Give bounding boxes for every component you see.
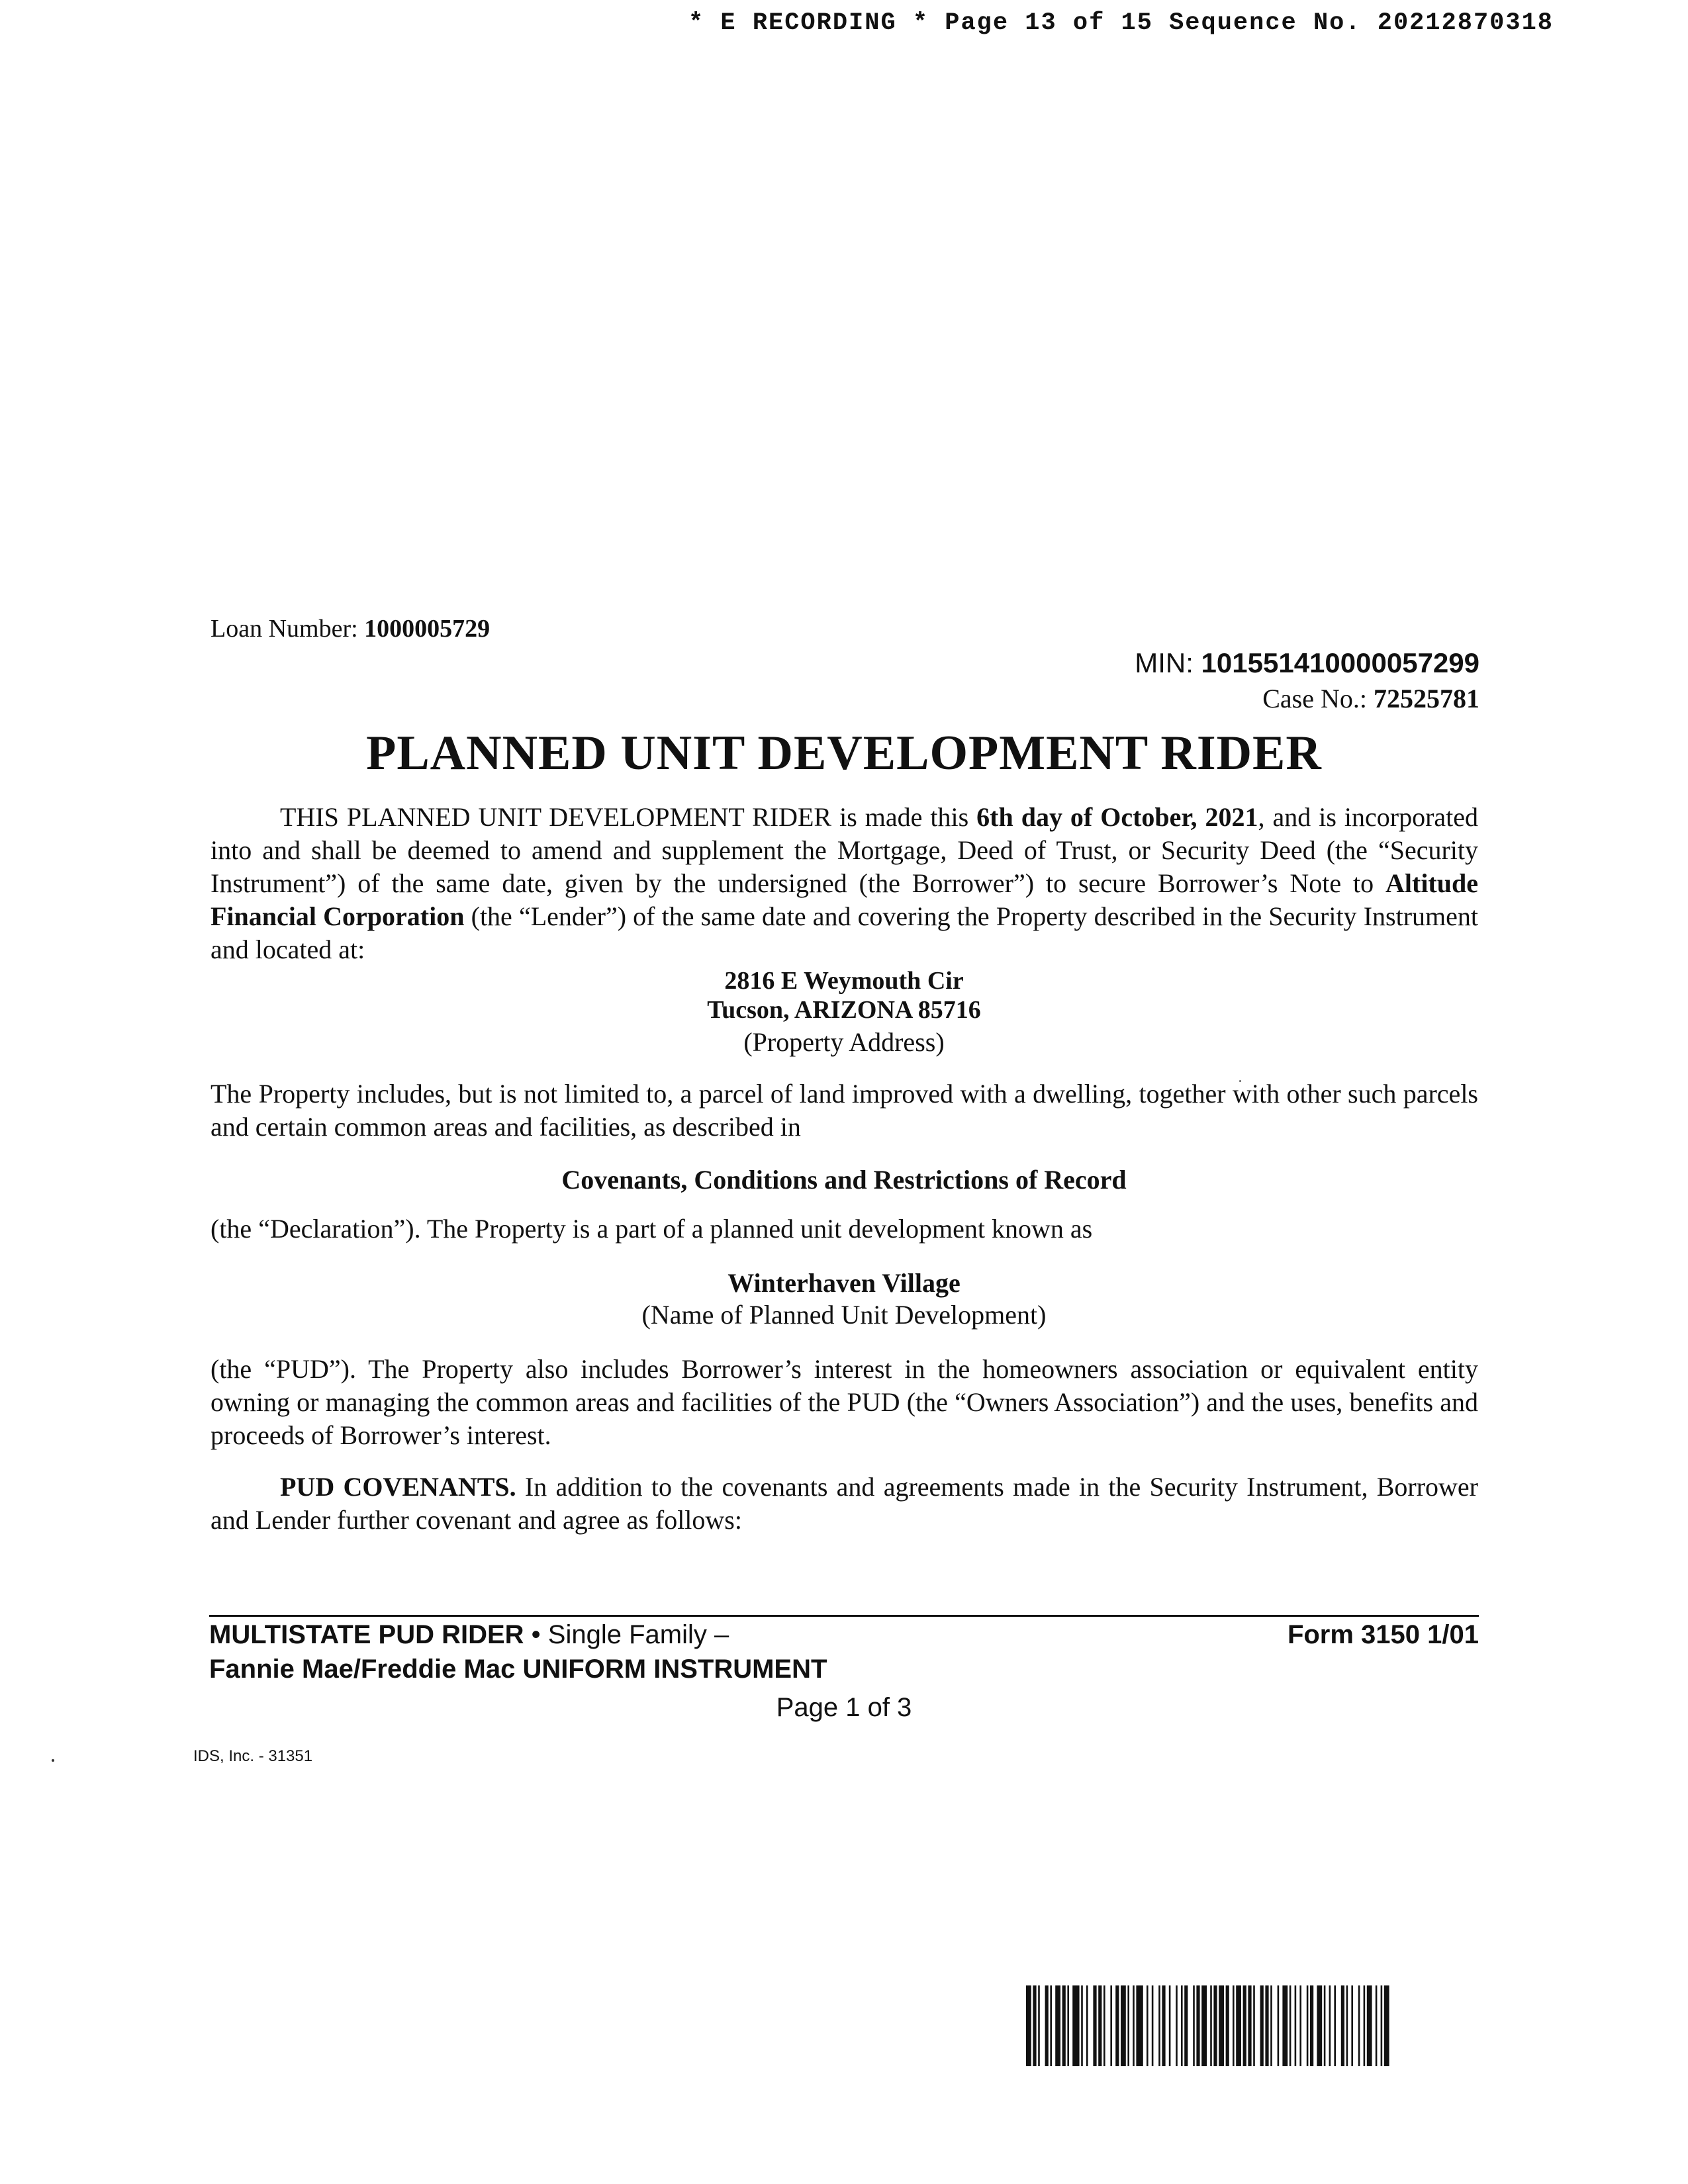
- property-address-line2: Tucson, ARIZONA 85716: [707, 996, 981, 1024]
- declaration-continuation: [211, 1212, 1478, 1246]
- barcode-bar: [1067, 1985, 1069, 2066]
- footer-ids-code: IDS, Inc. - 31351: [193, 1747, 313, 1765]
- barcode-bar: [1033, 1985, 1036, 2066]
- barcode-bar: [1181, 1985, 1183, 2066]
- barcode-bar: [1081, 1985, 1083, 2066]
- footer-instrument-name: Fannie Mae/Freddie Mac UNIFORM INSTRUMENT: [209, 1655, 827, 1684]
- barcode-bar: [1226, 1985, 1229, 2066]
- barcode-bar: [1162, 1985, 1165, 2066]
- footer-divider: [209, 1615, 1479, 1617]
- barcode-bar: [1196, 1985, 1199, 2066]
- barcode-bar: [1055, 1985, 1060, 2066]
- barcode-bar: [1176, 1985, 1178, 2066]
- pud-name-caption: (Name of Planned Unit Development): [641, 1300, 1047, 1330]
- barcode-bar: [1184, 1985, 1188, 2066]
- barcode-bar: [1310, 1985, 1313, 2066]
- barcode-bar: [1351, 1985, 1353, 2066]
- intro-text-2: , and is incorporated into and shall be deemed to amend and supplement the Mortgage, Deed of Trust, or Security Deed (the “Security Instrument”) of the same date, given by the undersigned (the Borrower”) to secure Borrower’s Note to: [211, 802, 1479, 898]
- barcode-image: [1026, 1985, 1483, 2066]
- barcode-bar: [1103, 1985, 1105, 2066]
- barcode-bar: [1147, 1985, 1149, 2066]
- intro-paragraph: [211, 801, 1478, 966]
- barcode-bar: [1219, 1985, 1224, 2066]
- barcode-bar: [1346, 1985, 1348, 2066]
- barcode-bar: [1289, 1985, 1291, 2066]
- min-line: [1135, 647, 1479, 679]
- pud-paragraph: [211, 1353, 1478, 1452]
- barcode-bar: [1026, 1985, 1031, 2066]
- barcode-bar: [1376, 1985, 1378, 2066]
- barcode-bar: [1110, 1985, 1112, 2066]
- min-value: 101551410000057299: [1201, 647, 1479, 678]
- footer-form-name-bold: MULTISTATE PUD RIDER: [209, 1620, 524, 1649]
- page-title: PLANNED UNIT DEVELOPMENT RIDER: [366, 726, 1322, 780]
- barcode-bar: [1358, 1985, 1360, 2066]
- declaration-text-2: (the “Declaration”). The Property is a part of a planned unit development known as: [211, 1214, 1093, 1244]
- barcode-bar: [1098, 1985, 1102, 2066]
- barcode-bar: [1236, 1985, 1241, 2066]
- case-number-value: 72525781: [1374, 684, 1479, 713]
- barcode-bar: [1384, 1985, 1389, 2066]
- barcode-bar: [1093, 1985, 1096, 2066]
- barcode-bar: [1136, 1985, 1143, 2066]
- case-number-label: Case No.:: [1262, 684, 1367, 713]
- barcode-bar: [1367, 1985, 1372, 2066]
- barcode-bar: [1243, 1985, 1246, 2066]
- intro-text-3: (the “Lender”) of the same date and covering the Property described in the Security Instrument and located at:: [211, 901, 1478, 964]
- pud-covenants-paragraph: [211, 1471, 1478, 1537]
- pud-name: Winterhaven Village: [727, 1268, 961, 1298]
- barcode-bar: [1324, 1985, 1326, 2066]
- footer-form-name-rest: • Single Family –: [524, 1620, 729, 1649]
- case-number-line: [1262, 683, 1479, 714]
- rider-date: 6th day of October, 2021: [976, 802, 1258, 832]
- barcode-bar: [1329, 1985, 1331, 2066]
- barcode-bar: [1038, 1985, 1040, 2066]
- footer-page-number: Page 1 of 3: [776, 1693, 912, 1722]
- barcode-bar: [1045, 1985, 1049, 2066]
- barcode-bar: [1233, 1985, 1235, 2066]
- barcode-bar: [1133, 1985, 1135, 2066]
- barcode-bar: [1193, 1985, 1195, 2066]
- barcode-bar: [1115, 1985, 1119, 2066]
- lender-name: Altitude Financial Corporation: [211, 868, 1478, 931]
- barcode-bar: [1248, 1985, 1251, 2066]
- footer-form-name: [209, 1620, 729, 1650]
- property-address-caption: (Property Address): [743, 1027, 945, 1057]
- barcode-bar: [1317, 1985, 1322, 2066]
- barcode-bar: [1213, 1985, 1217, 2066]
- barcode-bar: [1169, 1985, 1171, 2066]
- barcode-bar: [1307, 1985, 1309, 2066]
- min-label: MIN:: [1135, 647, 1194, 678]
- barcode-bar: [1127, 1985, 1129, 2066]
- declaration-name: Covenants, Conditions and Restrictions of Record: [561, 1165, 1127, 1195]
- intro-text-1: THIS PLANNED UNIT DEVELOPMENT RIDER is made this: [280, 802, 977, 832]
- barcode-bar: [1270, 1985, 1272, 2066]
- pud-covenants-text: In addition to the covenants and agreements made in the Security Instrument, Borrower and Lender further covenant and agree as follows:: [211, 1472, 1478, 1535]
- barcode-bar: [1050, 1985, 1052, 2066]
- loan-number-line: [211, 614, 490, 643]
- barcode-bar: [1121, 1985, 1126, 2066]
- footer-form-number: Form 3150 1/01: [1287, 1620, 1479, 1649]
- barcode-bar: [1282, 1985, 1288, 2066]
- barcode-bar: [1086, 1985, 1088, 2066]
- barcode-bar: [1265, 1985, 1268, 2066]
- barcode-bar: [1158, 1985, 1160, 2066]
- loan-number-label: Loan Number:: [211, 615, 358, 643]
- barcode-bar: [1364, 1985, 1366, 2066]
- barcode-bar: [1334, 1985, 1336, 2066]
- barcode-bar: [1062, 1985, 1066, 2066]
- property-address-line1: 2816 E Weymouth Cir: [724, 967, 964, 995]
- pud-text: (the “PUD”). The Property also includes Borrower’s interest in the homeowners association or equivalent entity owning or managing the common areas and facilities of the PUD (the “Owners Association”) and the uses, benefits and proceeds of Borrower’s interest.: [211, 1354, 1478, 1450]
- loan-number-value: 1000005729: [364, 615, 491, 643]
- barcode-bar: [1201, 1985, 1207, 2066]
- barcode-bar: [1295, 1985, 1297, 2066]
- recording-header: * E RECORDING * Page 13 of 15 Sequence No. 20212870318: [688, 9, 1554, 37]
- barcode-bar: [1152, 1985, 1154, 2066]
- barcode-bar: [1278, 1985, 1280, 2066]
- barcode-bar: [1253, 1985, 1255, 2066]
- declaration-paragraph: [211, 1077, 1478, 1144]
- barcode-bar: [1260, 1985, 1264, 2066]
- barcode-bar: [1381, 1985, 1383, 2066]
- margin-mark: [52, 1759, 54, 1762]
- declaration-text: The Property includes, but is not limited to, a parcel of land improved with a dwelling, together with other such parcels and certain common areas and facilities, as described in: [211, 1079, 1478, 1142]
- barcode-bar: [1299, 1985, 1301, 2066]
- barcode-bar: [1210, 1985, 1212, 2066]
- barcode-bar: [1341, 1985, 1344, 2066]
- pud-covenants-heading: PUD COVENANTS.: [280, 1472, 516, 1502]
- barcode-bar: [1072, 1985, 1079, 2066]
